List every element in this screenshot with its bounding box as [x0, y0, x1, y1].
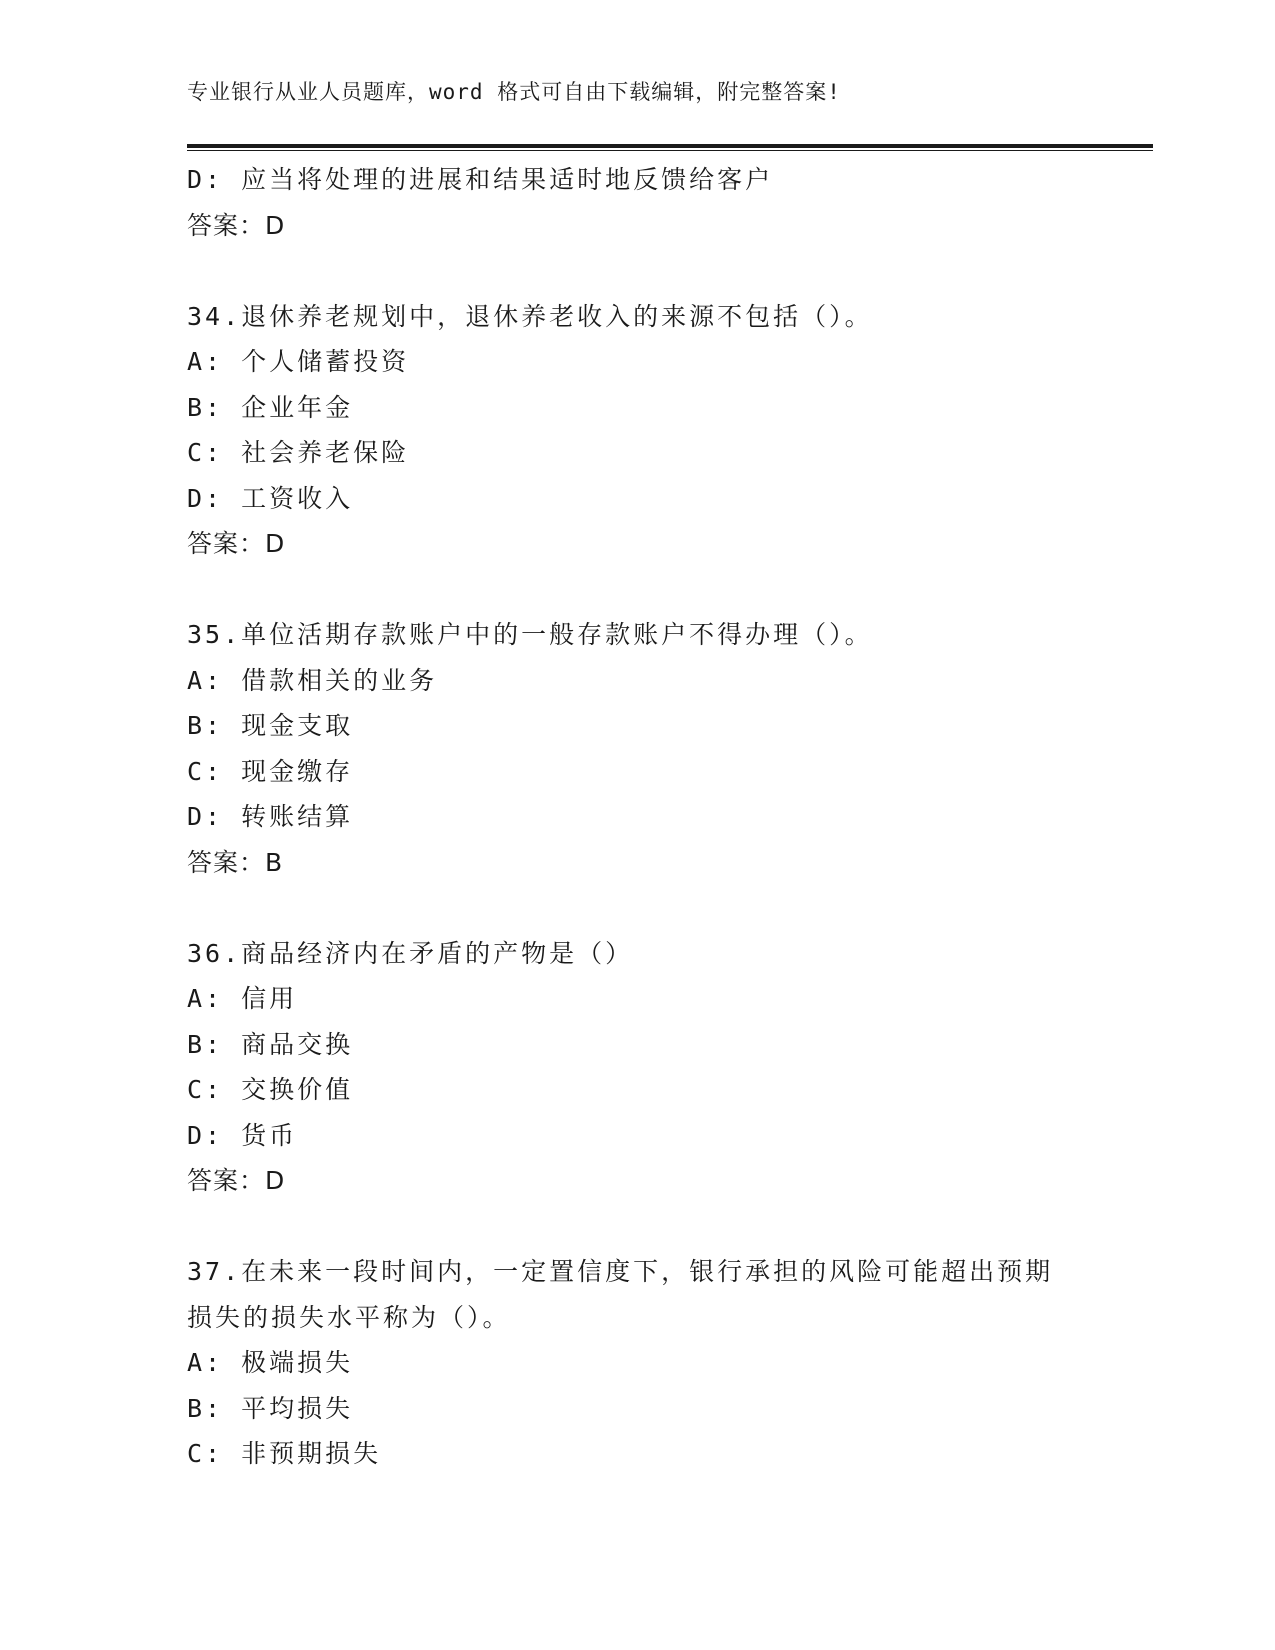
option-a: A: 信用: [187, 984, 298, 1013]
question-stem: 34.退休养老规划中，退休养老收入的来源不包括（）。: [187, 301, 873, 331]
spacer: [187, 885, 1087, 931]
option-d: D: 应当将处理的进展和结果适时地反馈给客户: [187, 165, 774, 194]
question-stem-continued: 损失的损失水平称为（）。: [187, 1302, 511, 1332]
question-stem: 36.商品经济内在矛盾的产物是（）: [187, 938, 634, 968]
header-rule-thick: [187, 144, 1153, 148]
question-stem: 35.单位活期存款账户中的一般存款账户不得办理（）。: [187, 620, 873, 649]
question-stem: 37.在未来一段时间内，一定置信度下，银行承担的风险可能超出预期: [187, 1257, 1054, 1286]
answer: 答案：D: [187, 210, 286, 240]
option-b: B: 现金支取: [187, 711, 354, 740]
option-a: A: 个人储蓄投资: [187, 347, 410, 376]
option-d: D: 货币: [187, 1120, 298, 1150]
header-rule-thin: [187, 150, 1153, 151]
option-c: C: 非预期损失: [187, 1439, 382, 1468]
answer: 答案：B: [187, 847, 284, 877]
question-content: [187, 157, 1087, 1477]
spacer: [187, 1204, 1087, 1250]
option-c: C: 交换价值: [187, 1075, 354, 1104]
option-b: B: 平均损失: [187, 1393, 354, 1423]
spacer: [187, 248, 1087, 294]
spacer: [187, 567, 1087, 613]
page-header: 专业银行从业人员题库，word 格式可自由下载编辑，附完整答案!: [187, 80, 841, 104]
option-d: D: 工资收入: [187, 483, 354, 513]
answer: 答案：D: [187, 529, 286, 558]
option-c: C: 现金缴存: [187, 756, 354, 786]
option-b: B: 企业年金: [187, 392, 354, 422]
option-a: A: 极端损失: [187, 1348, 354, 1377]
option-b: B: 商品交换: [187, 1029, 354, 1059]
option-c: C: 社会养老保险: [187, 438, 410, 467]
option-d: D: 转账结算: [187, 802, 354, 831]
option-a: A: 借款相关的业务: [187, 665, 438, 695]
answer: 答案：D: [187, 1166, 286, 1195]
